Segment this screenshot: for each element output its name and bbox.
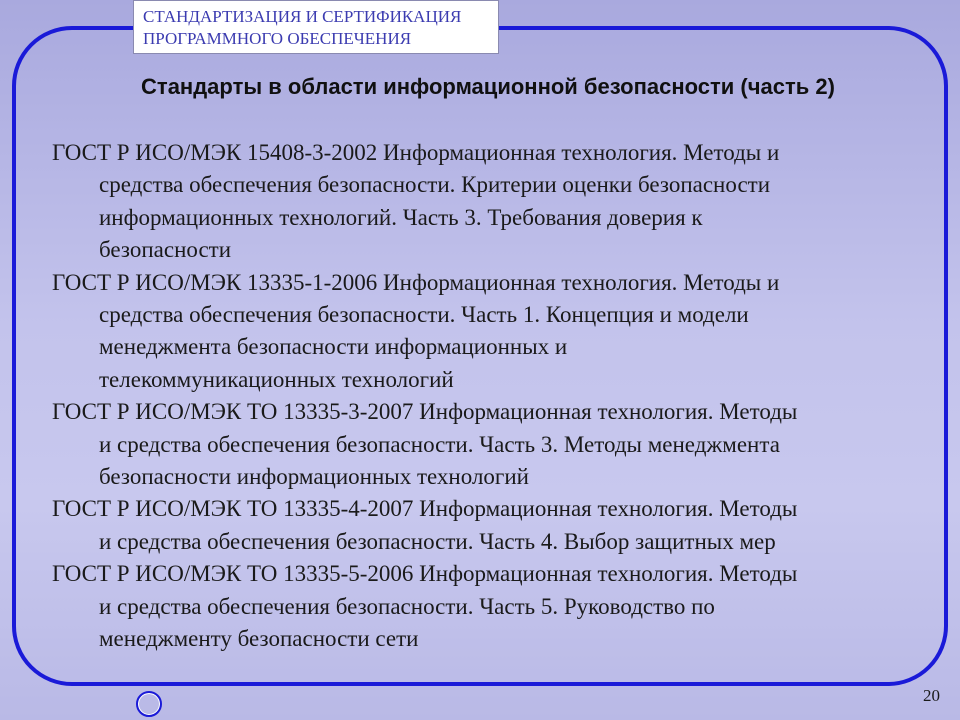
standard-line: и средства обеспечения безопасности. Часть 4. Выбор защитных мер xyxy=(99,528,776,554)
standards-list xyxy=(52,137,932,656)
standard-item xyxy=(52,267,932,397)
standard-line: безопасности xyxy=(99,237,232,263)
standard-line: ГОСТ Р ИСО/МЭК ТО 13335-3-2007 Информационная технология. Методы xyxy=(52,399,798,425)
standard-line: ГОСТ Р ИСО/МЭК 15408-3-2002 Информационная технология. Методы и xyxy=(52,140,780,165)
course-header xyxy=(133,0,499,54)
standard-item xyxy=(52,493,932,558)
standard-line: телекоммуникационных технологий xyxy=(99,366,454,392)
standard-line: ГОСТ Р ИСО/МЭК 13335-1-2006 Информационная технология. Методы и xyxy=(52,269,780,295)
standard-item xyxy=(52,396,932,493)
standard-line: средства обеспечения безопасности. Часть 1. Концепция и модели xyxy=(99,302,749,328)
course-header-line-2: ПРОГРАММНОГО ОБЕСПЕЧЕНИЯ xyxy=(143,29,412,48)
standard-line: и средства обеспечения безопасности. Часть 3. Методы менеджмента xyxy=(99,431,780,457)
slide-title: Стандарты в области информационной безопасности (часть 2) xyxy=(141,74,835,99)
standard-line: ГОСТ Р ИСО/МЭК ТО 13335-4-2007 Информационная технология. Методы xyxy=(52,496,798,522)
page-number: 20 xyxy=(923,686,940,705)
standard-line: ГОСТ Р ИСО/МЭК ТО 13335-5-2006 Информационная технология. Методы xyxy=(52,561,798,587)
standard-line: информационных технологий. Часть 3. Требования доверия к xyxy=(99,204,703,230)
circle-nav-icon[interactable] xyxy=(136,691,162,717)
course-header-line-1: СТАНДАРТИЗАЦИЯ И СЕРТИФИКАЦИЯ xyxy=(143,7,462,26)
standard-line: безопасности информационных технологий xyxy=(99,464,529,490)
standard-line: и средства обеспечения безопасности. Часть 5. Руководство по xyxy=(99,593,715,619)
standard-line: средства обеспечения безопасности. Критерии оценки безопасности xyxy=(99,172,771,198)
standard-item xyxy=(52,137,932,267)
standard-line: менеджменту безопасности сети xyxy=(99,626,419,652)
standard-line: менеджмента безопасности информационных и xyxy=(99,334,568,360)
standard-item xyxy=(52,558,932,655)
